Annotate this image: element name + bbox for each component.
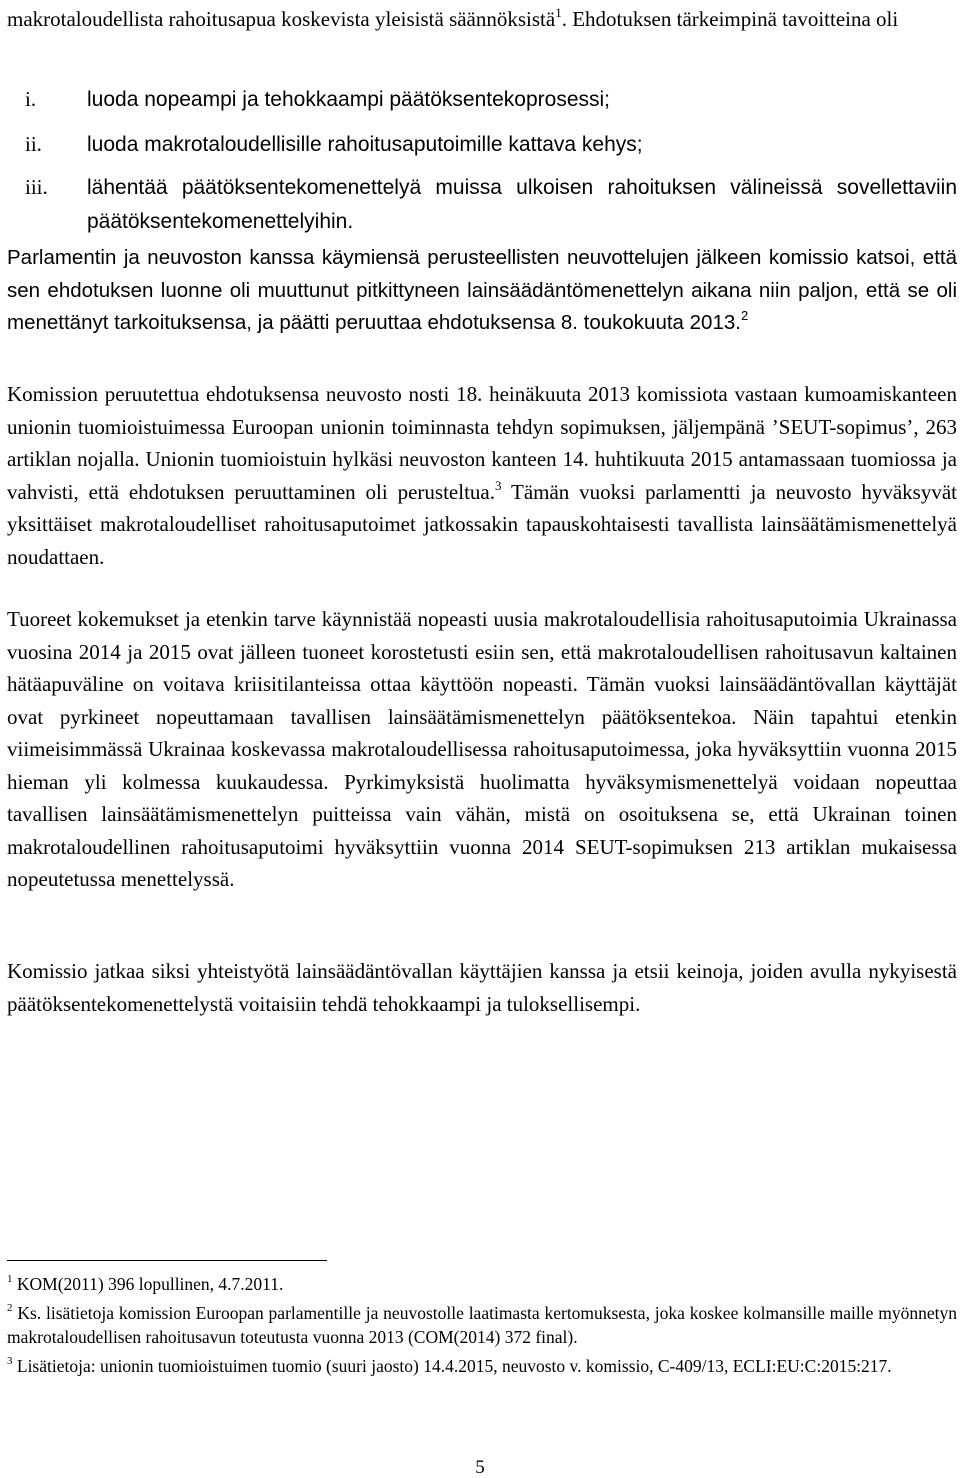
paragraph-text: Parlamentin ja neuvoston kanssa käymiensä perusteellisten neuvottelujen jälkeen komissio katsoi, että sen ehdotuksen luonne oli muuttunut pitkittyneen lainsäädäntömenettelyn aikana niin paljon, että se oli menettänyt tarkoituksensa, ja päätti peruuttaa ehdotuksensa 8. toukokuuta 2013. bbox=[7, 246, 957, 334]
footnote-text: Lisätietoja: unionin tuomioistuimen tuomio (suuri jaosto) 14.4.2015, neuvosto v. komissio, C-409/13, ECLI:EU:C:2015:217. bbox=[16, 1355, 892, 1376]
paragraph-text: Komissio jatkaa siksi yhteistyötä lainsäädäntövallan käyttäjien kanssa ja etsii keinoja, joiden avulla nykyisestä päätöksentekomenettelystä voitaisiin tehdä tehokkaampi ja tuloksellisempi. bbox=[7, 959, 957, 1016]
list-item-number: iii. bbox=[25, 175, 48, 199]
list-item bbox=[7, 171, 957, 238]
intro-text: makrotaloudellista rahoitusapua koskevista yleisistä säännöksistä bbox=[7, 7, 556, 31]
list-item bbox=[7, 83, 957, 116]
list-item-text: lähentää päätöksentekomenettelyä muissa ulkoisen rahoituksen välineissä sovellettaviin päätöksentekomenettelyihin. bbox=[87, 176, 957, 233]
list-item bbox=[7, 128, 957, 161]
footnote bbox=[7, 1272, 957, 1297]
paragraph-court-case bbox=[7, 378, 957, 573]
footnote-number: 1 bbox=[7, 1273, 13, 1286]
footnote-text: KOM(2011) 396 lopullinen, 4.7.2011. bbox=[16, 1274, 284, 1294]
footnote-number: 2 bbox=[7, 1301, 13, 1314]
list-item-number: ii. bbox=[25, 132, 42, 156]
footnotes bbox=[7, 1272, 957, 1382]
footnote-separator bbox=[7, 1260, 327, 1261]
intro-text-end: . Ehdotuksen tärkeimpinä tavoitteina oli bbox=[561, 7, 899, 31]
intro-paragraph bbox=[7, 3, 957, 36]
footnote bbox=[7, 1301, 957, 1350]
paragraph-withdrawal bbox=[7, 242, 957, 340]
list-item-text: luoda makrotaloudellisille rahoitusaputoimille kattava kehys; bbox=[87, 133, 643, 156]
footnote-ref-2[interactable]: 2 bbox=[740, 308, 749, 324]
paragraph-text: Tuoreet kokemukset ja etenkin tarve käynnistää nopeasti uusia makrotaloudellisia rahoitusaputoimia Ukrainassa vuosina 2014 ja 2015 ovat jälleen tuoneet korostetusti esiin sen, että makrotaloudellisen rahoitusavun kaltainen hätäapuväline on voitava kriisitilanteissa ottaa käyttöön nopeasti. Tämän vuoksi lainsäädäntövallan käyttäjät ovat pyrkineet nopeuttamaan tavallisen lainsäätämismenettelyn päätöksentekoa. Näin tapahtui etenkin viimeisimmässä Ukrainaa koskevassa makrotaloudellisessa rahoitusaputoimessa, joka hyväksyttiin vuonna 2015 hieman yli kolmessa kuukaudessa. Pyrkimyksistä huolimatta hyväksymismenettelyä voidaan nopeuttaa tavallisen lainsäätämismenettelyn puitteissa vain vähän, mistä on osoituksena se, että Ukrainan toinen makrotaloudellinen rahoitusaputoimi hyväksyttiin vuonna 2014 SEUT-sopimuksen 213 artiklan mukaisessa nopeutetussa menettelyssä. bbox=[7, 607, 957, 891]
paragraph-text-end: Tämän vuoksi parlamentti ja neuvosto hyväksyvät yksittäiset makrotaloudelliset rahoitusaputoimet jatkossakin tapauskohtaisesti tavallista lainsäätämismenettelyä noudattaen. bbox=[7, 479, 957, 569]
page-number: 5 bbox=[475, 1457, 485, 1478]
footnote-number: 3 bbox=[7, 1354, 13, 1367]
footnote-ref-1[interactable]: 1 bbox=[555, 5, 562, 20]
objectives-list bbox=[7, 83, 957, 238]
footnote-text: Ks. lisätietoja komission Euroopan parlamentille ja neuvostolle laatimasta kertomuksesta, joka koskee kolmansille maille myönnetyn makrotaloudellisen rahoitusavun toteutusta vuonna 2013 (COM(2014) 372 final). bbox=[7, 1302, 957, 1347]
list-item-text: luoda nopeampi ja tehokkaampi päätöksentekoprosessi; bbox=[87, 88, 611, 111]
paragraph-cooperation bbox=[7, 955, 957, 1020]
list-item-number: i. bbox=[25, 87, 37, 111]
paragraph-recent-experience bbox=[7, 603, 957, 896]
footnote-ref-3[interactable]: 3 bbox=[494, 477, 502, 493]
paragraph-text: Komission peruutettua ehdotuksensa neuvosto nosti 18. heinäkuuta 2013 komissiota vastaan kumoamiskanteen unionin tuomioistuimessa Euroopan unionin toiminnasta tehdyn sopimuksen, jäljempänä ’SEUT-sopimus’, 263 artiklan nojalla. Unionin tuomioistuin hylkäsi neuvoston kanteen 14. huhtikuuta 2015 antamassaan tuomiossa ja vahvisti, että ehdotuksen peruuttaminen oli perusteltua. bbox=[7, 382, 957, 504]
footnote bbox=[7, 1354, 957, 1379]
